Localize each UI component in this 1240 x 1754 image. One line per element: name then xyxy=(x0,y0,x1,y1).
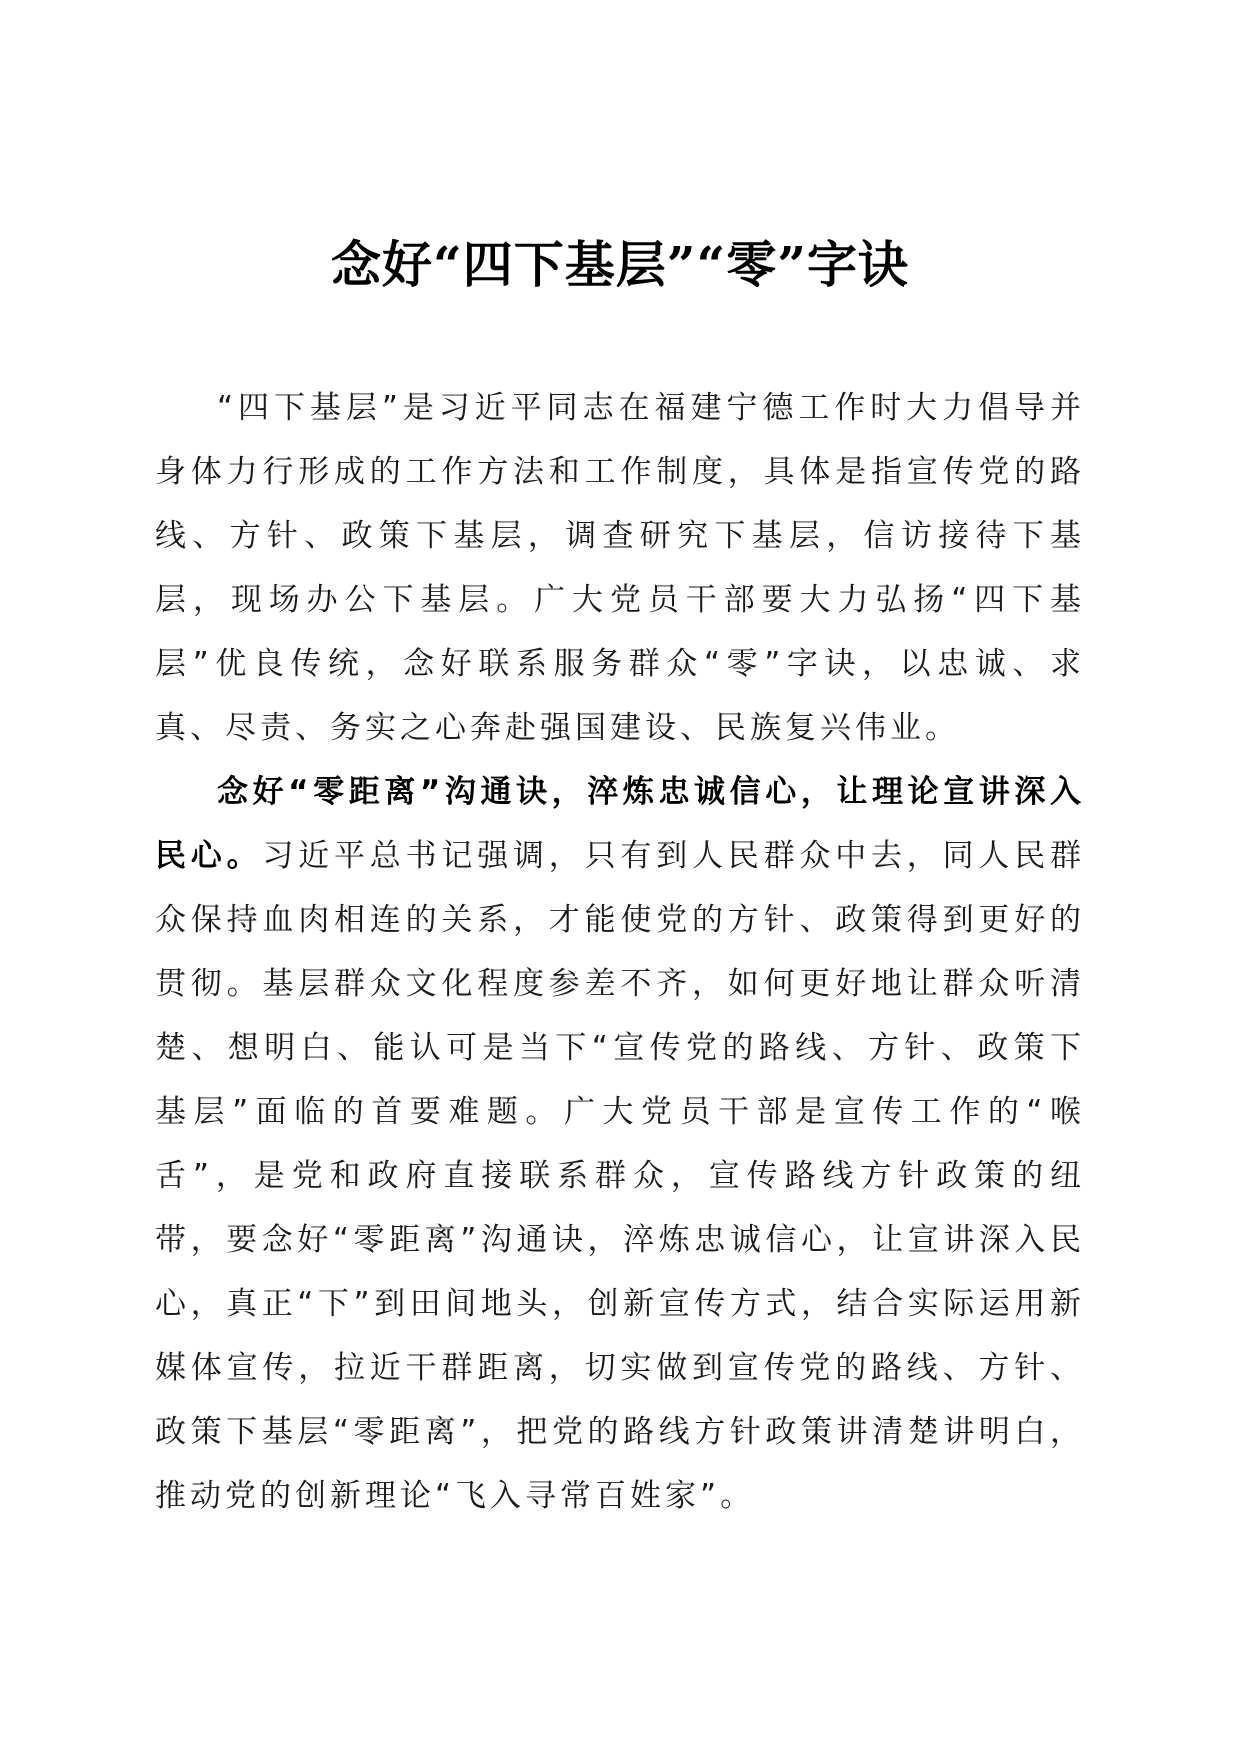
paragraph-zero-distance xyxy=(155,760,1085,1528)
paragraph-zero-distance-text: 习近平总书记强调，只有到人民群众中去，同人民群众保持血肉相连的关系，才能使党的方针、政策得到更好的贯彻。基层群众文化程度参差不齐，如何更好地让群众听清楚、想明白、能认可是当下“宣传党的路线、方针、政策下基层”面临的首要难题。广大党员干部是宣传工作的“喉舌”，是党和政府直接联系群众，宣传路线方针政策的纽带，要念好“零距离”沟通诀，淬炼忠诚信心，让宣讲深入民心，真正“下”到田间地头，创新宣传方式，结合实际运用新媒体宣传，拉近干群距离，切实做到宣传党的路线、方针、政策下基层“零距离”，把党的路线方针政策讲清楚讲明白，推动党的创新理论“飞入寻常百姓家”。 xyxy=(155,838,1086,1514)
paragraph-intro-text: “四下基层”是习近平同志在福建宁德工作时大力倡导并身体力行形成的工作方法和工作制度，具体是指宣传党的路线、方针、政策下基层，调查研究下基层，信访接待下基层，现场办公下基层。广大党员干部要大力弘扬“四下基层”优良传统，念好联系服务群众“零”字诀，以忠诚、求真、尽责、务实之心奔赴强国建设、民族复兴伟业。 xyxy=(155,390,1085,746)
document-title: 念好“四下基层”“零”字诀 xyxy=(330,235,910,294)
paragraph-zero-distance-lead: 念好“零距离”沟通诀，淬炼忠诚信心，让理论宣讲深入民心。 xyxy=(155,774,1085,874)
paragraph-intro xyxy=(155,376,1085,760)
document-body xyxy=(155,376,1085,1528)
